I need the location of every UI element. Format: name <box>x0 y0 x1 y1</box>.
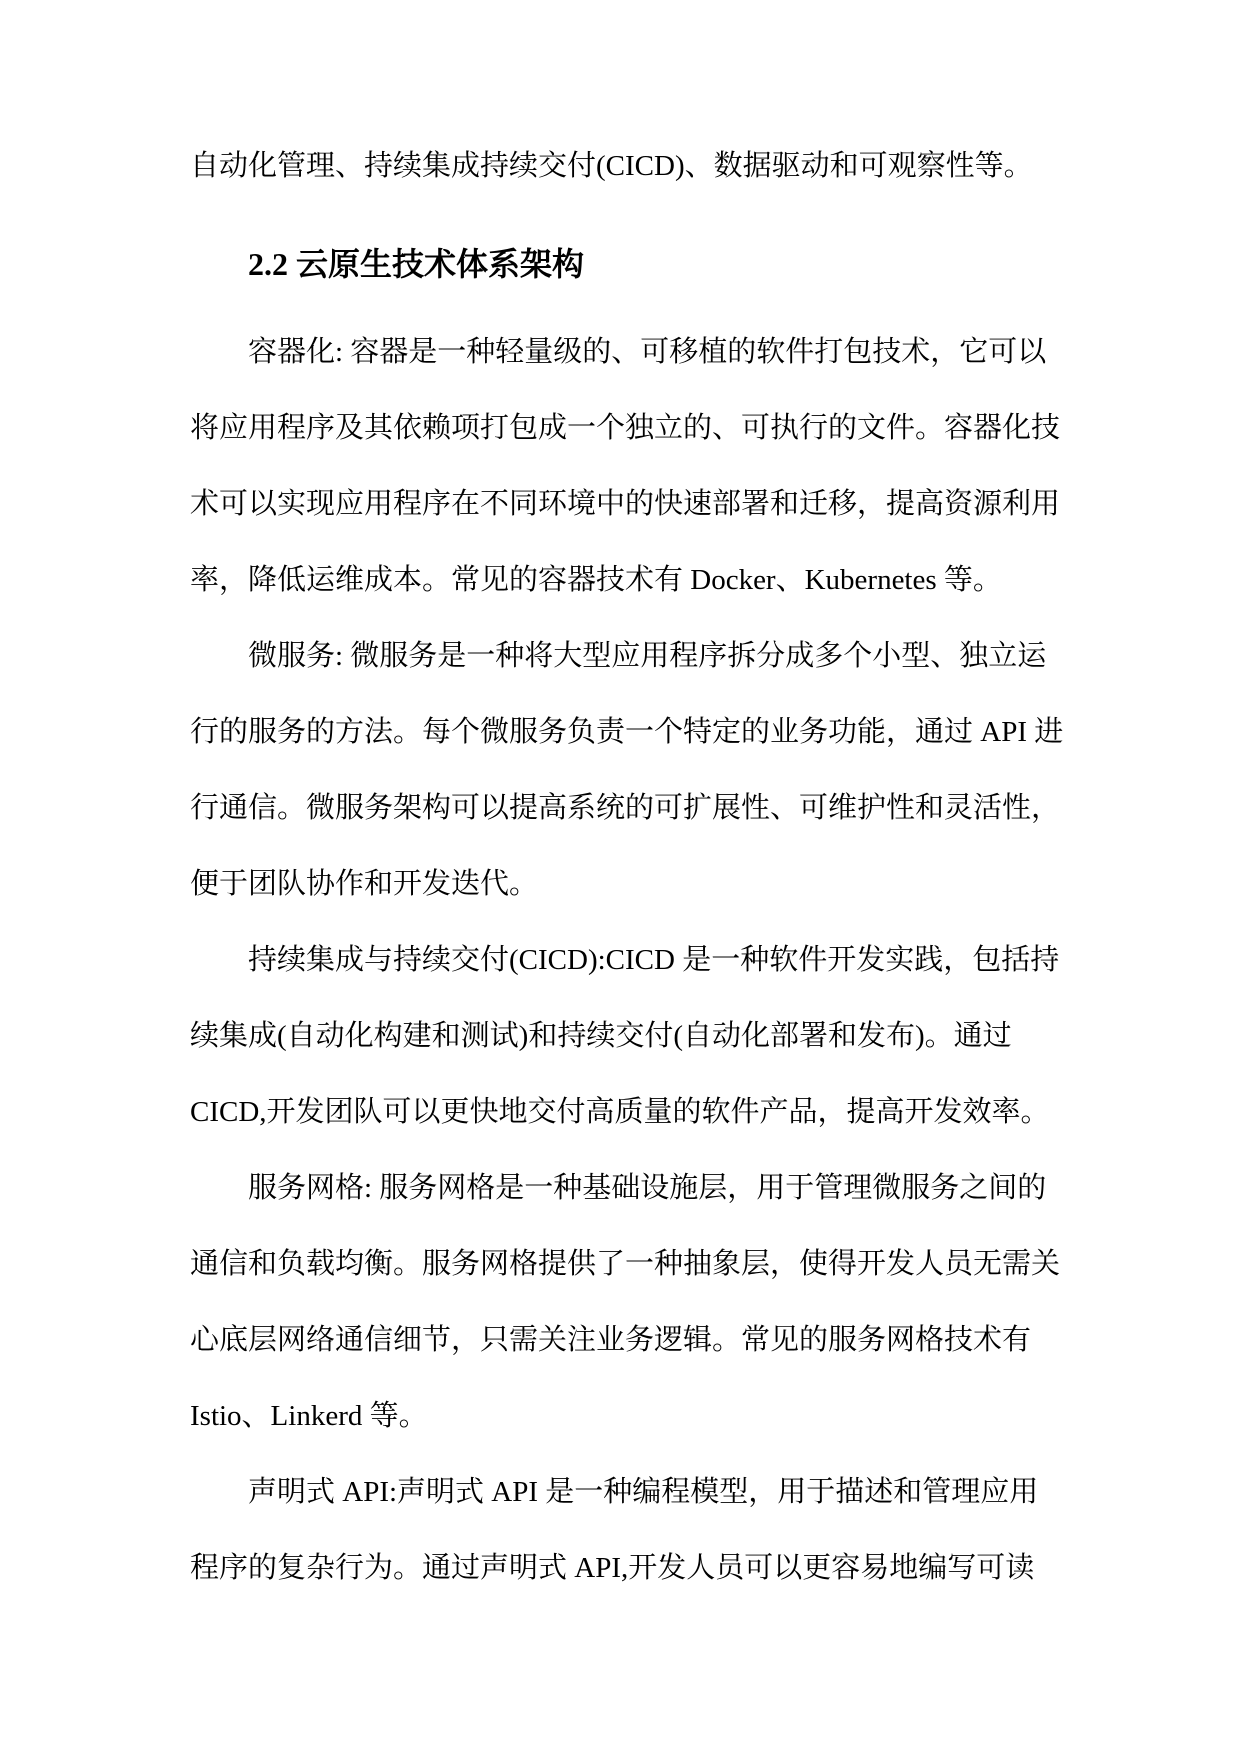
page-text-block <box>190 128 1090 1606</box>
paragraph-declarative-api <box>190 1454 1090 1606</box>
text-line: 率，降低运维成本。常见的容器技术有 Docker、Kubernetes 等。 <box>190 564 1002 596</box>
text-line: 声明式 API:声明式 API 是一种编程模型，用于描述和管理应用 <box>248 1476 1039 1508</box>
text-line: 心底层网络通信细节，只需关注业务逻辑。常见的服务网格技术有 <box>190 1324 1032 1356</box>
intro-paragraph-line: 自动化管理、持续集成持续交付(CICD)、数据驱动和可观察性等。 <box>190 150 1033 182</box>
text-line: 微服务: 微服务是一种将大型应用程序拆分成多个小型、独立运 <box>248 640 1047 672</box>
text-line: Istio、Linkerd 等。 <box>190 1400 428 1432</box>
text-line: 续集成(自动化构建和测试)和持续交付(自动化部署和发布)。通过 <box>190 1020 1012 1052</box>
text-line: 行的服务的方法。每个微服务负责一个特定的业务功能，通过 API 进 <box>190 716 1064 748</box>
text-line: 容器化: 容器是一种轻量级的、可移植的软件打包技术，它可以 <box>248 336 1047 368</box>
paragraph-containerization <box>190 314 1090 618</box>
text-line: 服务网格: 服务网格是一种基础设施层，用于管理微服务之间的 <box>248 1172 1047 1204</box>
text-line: 通信和负载均衡。服务网格提供了一种抽象层，使得开发人员无需关 <box>190 1248 1061 1280</box>
text-line: CICD,开发团队可以更快地交付高质量的软件产品，提高开发效率。 <box>190 1096 1050 1128</box>
paragraph-service-mesh <box>190 1150 1090 1454</box>
text-line: 持续集成与持续交付(CICD):CICD 是一种软件开发实践，包括持 <box>248 944 1060 976</box>
paragraph-microservices <box>190 618 1090 922</box>
text-line: 行通信。微服务架构可以提高系统的可扩展性、可维护性和灵活性， <box>190 792 1061 824</box>
text-line: 程序的复杂行为。通过声明式 API,开发人员可以更容易地编写可读 <box>190 1552 1035 1584</box>
section-heading: 2.2 云原生技术体系架构 <box>248 246 585 282</box>
paragraph-cicd <box>190 922 1090 1150</box>
text-line: 将应用程序及其依赖项打包成一个独立的、可执行的文件。容器化技 <box>190 412 1061 444</box>
text-line: 术可以实现应用程序在不同环境中的快速部署和迁移，提高资源利用 <box>190 488 1061 520</box>
text-line: 便于团队协作和开发迭代。 <box>190 868 539 900</box>
